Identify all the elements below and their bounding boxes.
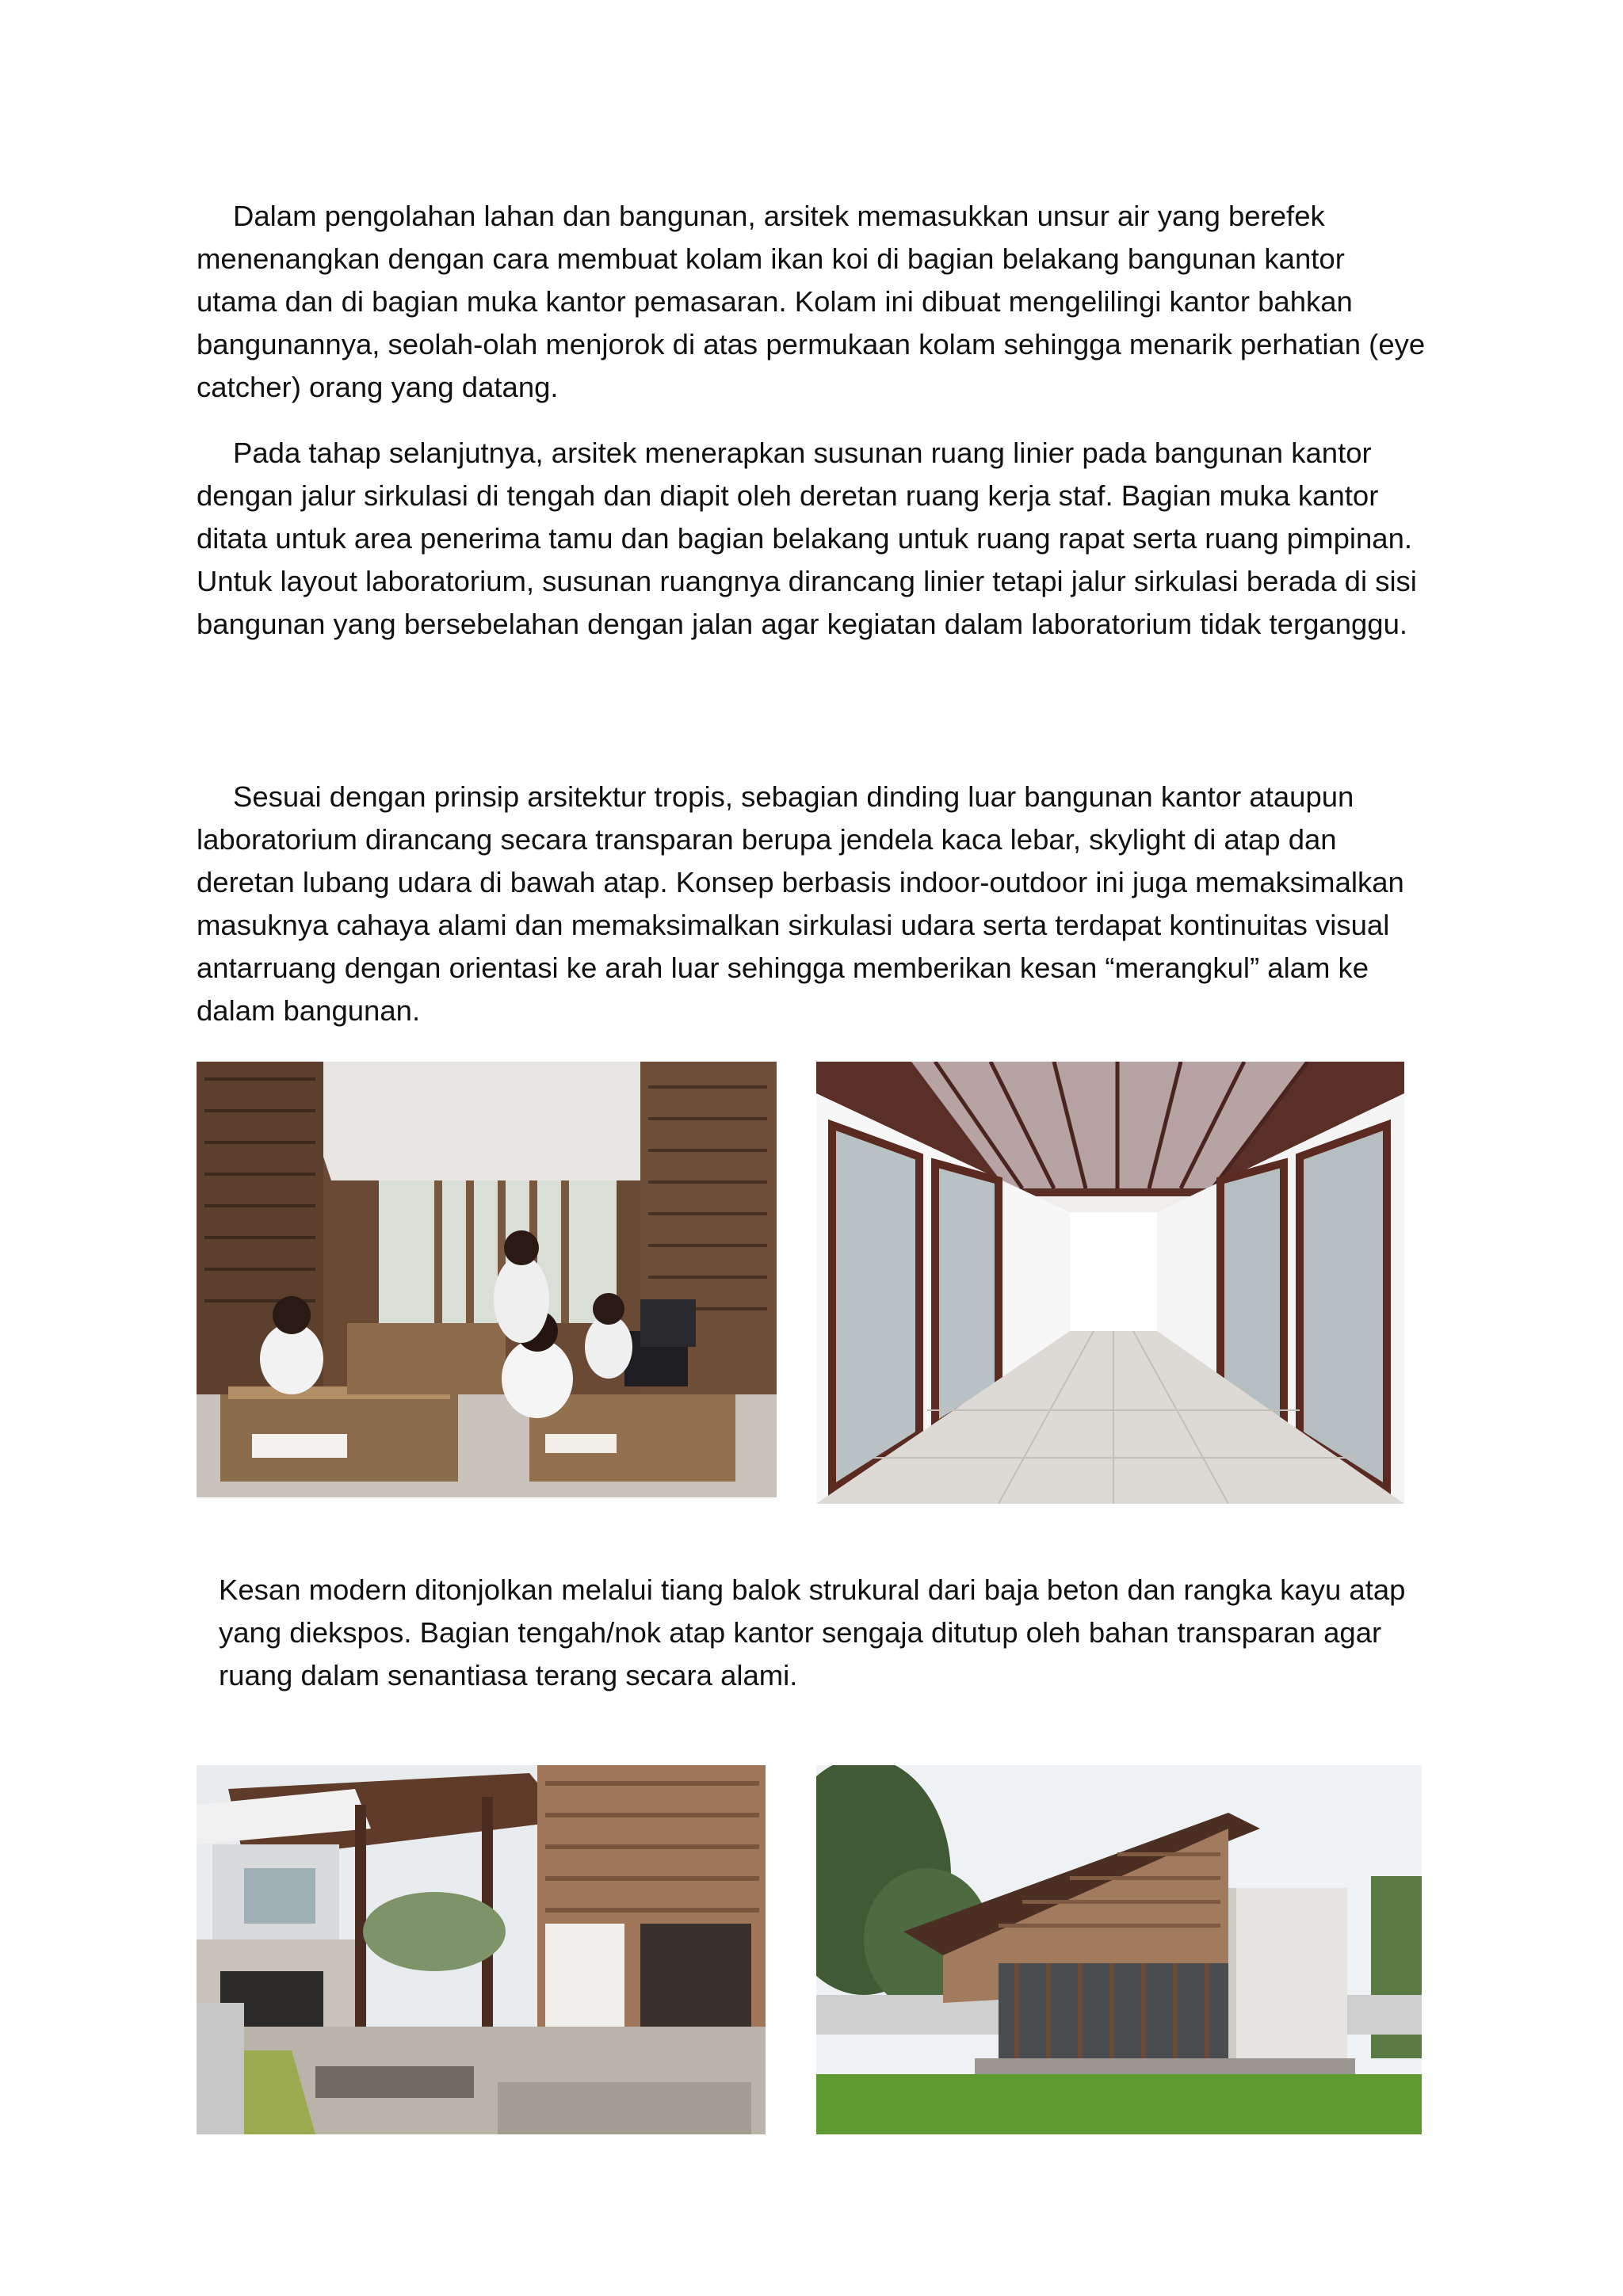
paragraph-water-element: Dalam pengolahan lahan dan bangunan, arsitek memasukkan unsur air yang berefek menenangkan dengan cara membuat kolam ikan koi di bagian belakang bangunan kantor utama dan di bagian muka kantor pemasaran. Kolam ini dibuat mengelilingi kantor bahkan bangunannya, seolah-olah menjorok di atas permukaan kolam sehingga menarik perhatian (eye catcher) orang yang datang. xyxy=(197,200,1426,403)
office-interior-photo xyxy=(197,1062,777,1497)
paragraph-tropical-architecture: Sesuai dengan prinsip arsitektur tropis, sebagian dinding luar bangunan kantor ataupun laboratorium dirancang secara transparan berupa jendela kaca lebar, skylight di atap dan deretan lubang udara di bawah atap. Konsep berbasis indoor-outdoor ini juga memaksimalkan masuknya cahaya alami dan memaksimalkan sirkulasi udara serta terdapat kontinuitas visual antarruang dengan orientasi ke arah luar sehingga memberikan kesan “merangkul” alam ke dalam bangunan. xyxy=(197,780,1404,1027)
paragraph-linear-layout: Pada tahap selanjutnya, arsitek menerapkan susunan ruang linier pada bangunan kantor dengan jalur sirkulasi di tengah dan diapit oleh deretan ruang kerja staf. Bagian muka kantor ditata untuk area penerima tamu dan bagian belakang untuk ruang rapat serta ruang pimpinan. Untuk layout laboratorium, susunan ruangnya dirancang linier tetapi jalur sirkulasi berada di sisi bangunan yang bersebelahan dengan jalan agar kegiatan dalam laboratorium tidak terganggu. xyxy=(197,437,1417,640)
corridor-skylight-photo xyxy=(816,1062,1404,1504)
laboratory-exterior-photo xyxy=(816,1765,1422,2134)
exterior-courtyard-photo xyxy=(197,1765,766,2134)
paragraph-modern-impression: Kesan modern ditonjolkan melalui tiang balok strukural dari baja beton dan rangka kayu atap yang diekspos. Bagian tengah/nok atap kantor sengaja ditutup oleh bahan transparan agar ruang dalam senantiasa terang secara alami. xyxy=(219,1573,1406,1691)
